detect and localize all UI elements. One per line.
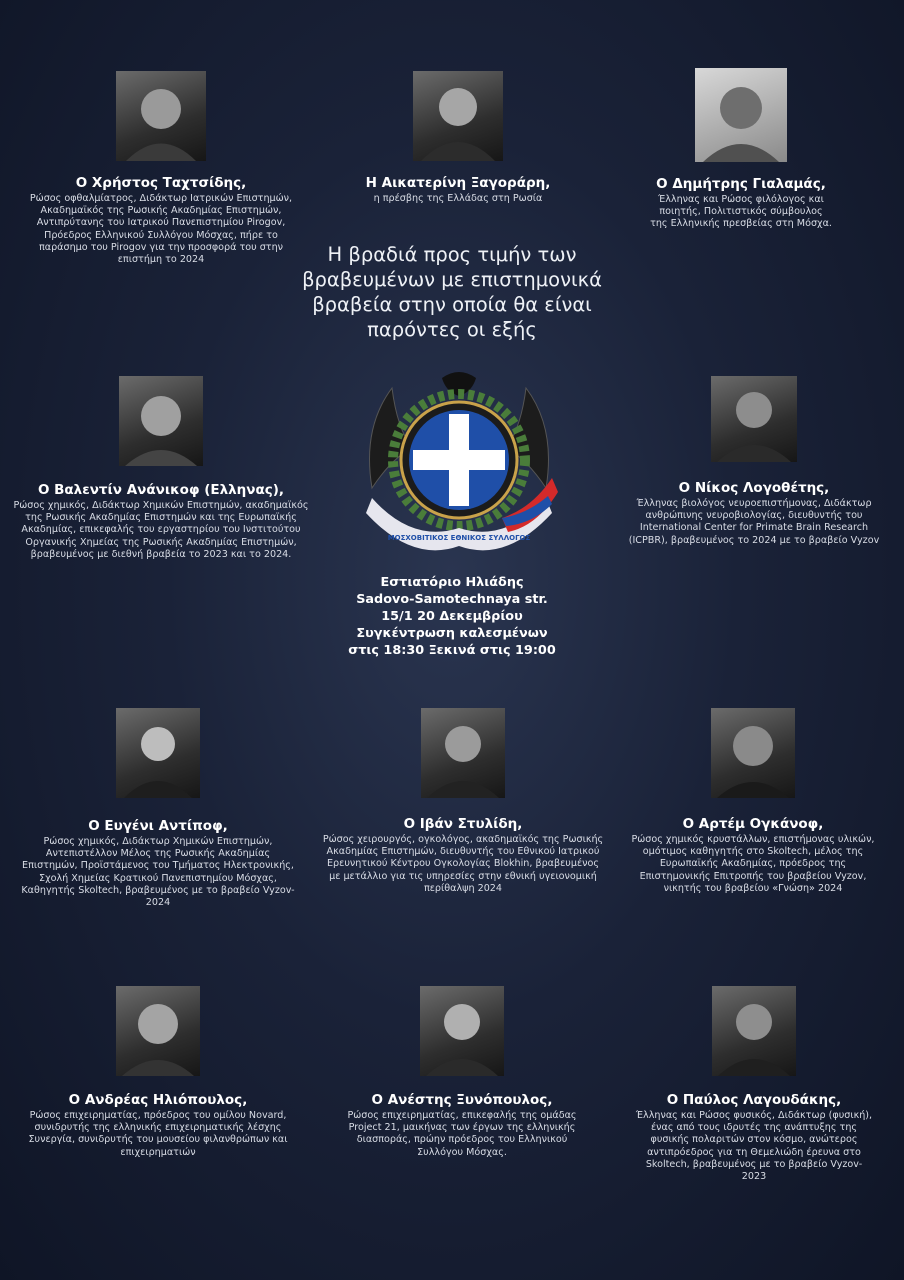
emblem-text: ΜΟΣΧΟΒΙΤΙΚΟΣ ΕΘΝΙΚΟΣ ΣΥΛΛΟΓΟΣ <box>387 534 531 542</box>
portrait-photo <box>116 71 206 161</box>
portrait-photo <box>712 986 796 1076</box>
person-name: Ο Βαλεντίν Ανάνικοφ (Ελληνας), <box>37 482 285 498</box>
portrait-photo <box>711 376 797 462</box>
person-description: Ρώσος χημικός, Διδάκτωρ Χημικών Επιστημών, Αντεπιστέλλον Μέλος της Ρωσικής Ακαδημίας Επιστημών, Προϊστάμενος του Τμήματος Ηλεκτρονικής, Σχολή Χημείας Κρατικού Πανεπιστημίου Μόσχας, Καθηγητής Skoltech, βραβευμένος με το βραβείο Vyzov-2024 <box>21 836 295 909</box>
person-name: Η Αικατερίνη Ξαγοράρη, <box>365 175 551 191</box>
portrait-photo <box>711 708 795 798</box>
person-name: Ο Ευγένι Αντίποφ, <box>88 818 228 834</box>
person-pavlos-lagoudakis <box>634 986 874 1183</box>
venue-gathering: Συγκέντρωση καλεσμένων <box>356 626 548 641</box>
person-name: Ο Παύλος Λαγουδάκης, <box>666 1092 842 1108</box>
venue-date: 15/1 20 Δεκεμβρίου <box>381 609 523 624</box>
person-evgeni-antipov <box>20 708 296 909</box>
person-valentin-ananikov <box>12 376 310 561</box>
venue-time: στις 18:30 Ξεκινά στις 19:00 <box>348 643 556 658</box>
person-aikaterini-xagorari <box>322 71 594 205</box>
event-venue-details <box>330 574 574 659</box>
person-description: Έλληνας και Ρώσος φιλόλογος και ποιητής, Πολιτιστικός σύμβουλος της Ελληνικής πρεσβείας στη Μόσχα. <box>650 194 832 230</box>
person-description: η πρέσβης της Ελλάδας στη Ρωσία <box>373 193 543 204</box>
person-christos-tachtsidis <box>20 71 302 266</box>
portrait-photo <box>695 68 787 162</box>
person-description: Ρώσος χημικός, Διδάκτωρ Χημικών Επιστημών, ακαδημαϊκός της Ρωσικής Ακαδημίας Επιστημών και της Ευρωπαϊκής Ακαδημίας, επικεφαλής του εργαστηρίου του Ινστιτούτου Οργανικής Χημείας της Ρωσικής Ακαδημίας Επιστημών, βραβευμένος με διεθνή βραβεία το 2023 και το 2024. <box>13 500 309 560</box>
person-name: Ο Αρτέμ Ογκάνοφ, <box>682 816 824 832</box>
portrait-photo <box>119 376 203 466</box>
person-description: Έλληνας και Ρώσος φυσικός, Διδάκτωρ (φυσική), ένας από τους ιδρυτές της ανάπτυξης της φυσικής πολαριτών στον κόσμο, ανώτερος αντιπρόεδρος για τη Θεμελιώδη έρευνα στο Skoltech, βραβευμένος με το βραβείο Vyzov-2023 <box>635 1110 873 1183</box>
portrait-photo <box>420 986 504 1076</box>
portrait-photo <box>421 708 505 798</box>
person-ivan-stilidi <box>320 708 606 895</box>
person-name: Ο Νίκος Λογοθέτης, <box>678 480 830 496</box>
person-description: Ρώσος επιχειρηματίας, πρόεδρος του ομίλου Novard, συνιδρυτής της ελληνικής επιχειρηματικής λέσχης Συνεργία, συνιδρυτής του μουσείου φιλανθρώπων και επιχειρηματιών <box>28 1110 288 1158</box>
person-name: Ο Ανέστης Ξυνόπουλος, <box>371 1092 553 1108</box>
person-andreas-iliopoulos <box>28 986 288 1159</box>
event-headline: Η βραδιά προς τιμήν των βραβευμένων με επιστημονικά βραβεία στην οποία θα είναι παρόντες οι εξής <box>302 243 602 341</box>
person-description: Ρώσος οφθαλμίατρος, Διδάκτωρ Ιατρικών Επιστημών, Ακαδημαϊκός της Ρωσικής Ακαδημίας Επιστημών, Αντιπρύτανης του Ιατρικού Πανεπιστημίου Pirogov, Πρόεδρος Ελληνικού Συλλόγου Μόσχας, πήρε το παράσημο του Pirogov για την προσφορά του στην επιστήμη το 2024 <box>29 193 293 266</box>
venue-restaurant: Εστιατόριο Ηλιάδης <box>380 575 524 590</box>
portrait-photo <box>116 986 200 1076</box>
venue-street: Sadovo-Samotechnaya str. <box>356 592 548 607</box>
portrait-photo <box>116 708 200 798</box>
person-name: Ο Χρήστος Ταχτσίδης, <box>75 175 247 191</box>
person-name: Ο Ιβάν Στυλίδη, <box>403 816 523 832</box>
person-anestis-xynopoulos <box>336 986 588 1159</box>
person-name: Ο Δημήτρης Γιαλαμάς, <box>656 176 826 192</box>
person-description: Ρώσος χημικός κρυστάλλων, επιστήμονας υλικών, ομότιμος καθηγητής στο Skoltech, μέλος της Ευρωπαϊκής Ακαδημίας, πρόεδρος της Επιστημονικής Επιτροπής του βραβείου Vyzov, νικητής του βραβείου «Γνώση» 2024 <box>631 834 875 894</box>
person-artem-oganov <box>628 708 878 895</box>
portrait-photo <box>413 71 503 161</box>
association-emblem <box>352 368 566 558</box>
person-description: Ρώσος επιχειρηματίας, επικεφαλής της ομάδας Project 21, μαικήνας των έργων της ελληνικής διασποράς, πρώην πρόεδρος του Ελληνικού Συλλόγου Μόσχας. <box>347 1110 577 1158</box>
person-dimitris-gialamas <box>636 68 846 231</box>
person-nikos-logothetis <box>626 376 882 547</box>
person-description: Έλληνας βιολόγος νευροεπιστήμονας, Διδάκτωρ ανθρώπινης νευροβιολογίας, διευθυντής του International Center for Primate Brain Research (ICPBR), βραβευμένος το 2024 με το βραβείο Vyzov <box>628 498 880 546</box>
person-description: Ρώσος χειρουργός, ογκολόγος, ακαδημαϊκός της Ρωσικής Ακαδημίας Επιστημών, διευθυντής του Εθνικού Ιατρικού Ερευνητικού Κέντρου Ογκολογίας Blokhin, βραβευμένος με μετάλλιο για τις υπηρεσίες στην εθνική υγειονομική περίθαλψη 2024 <box>322 834 604 894</box>
person-name: Ο Ανδρέας Ηλιόπουλος, <box>68 1092 248 1108</box>
